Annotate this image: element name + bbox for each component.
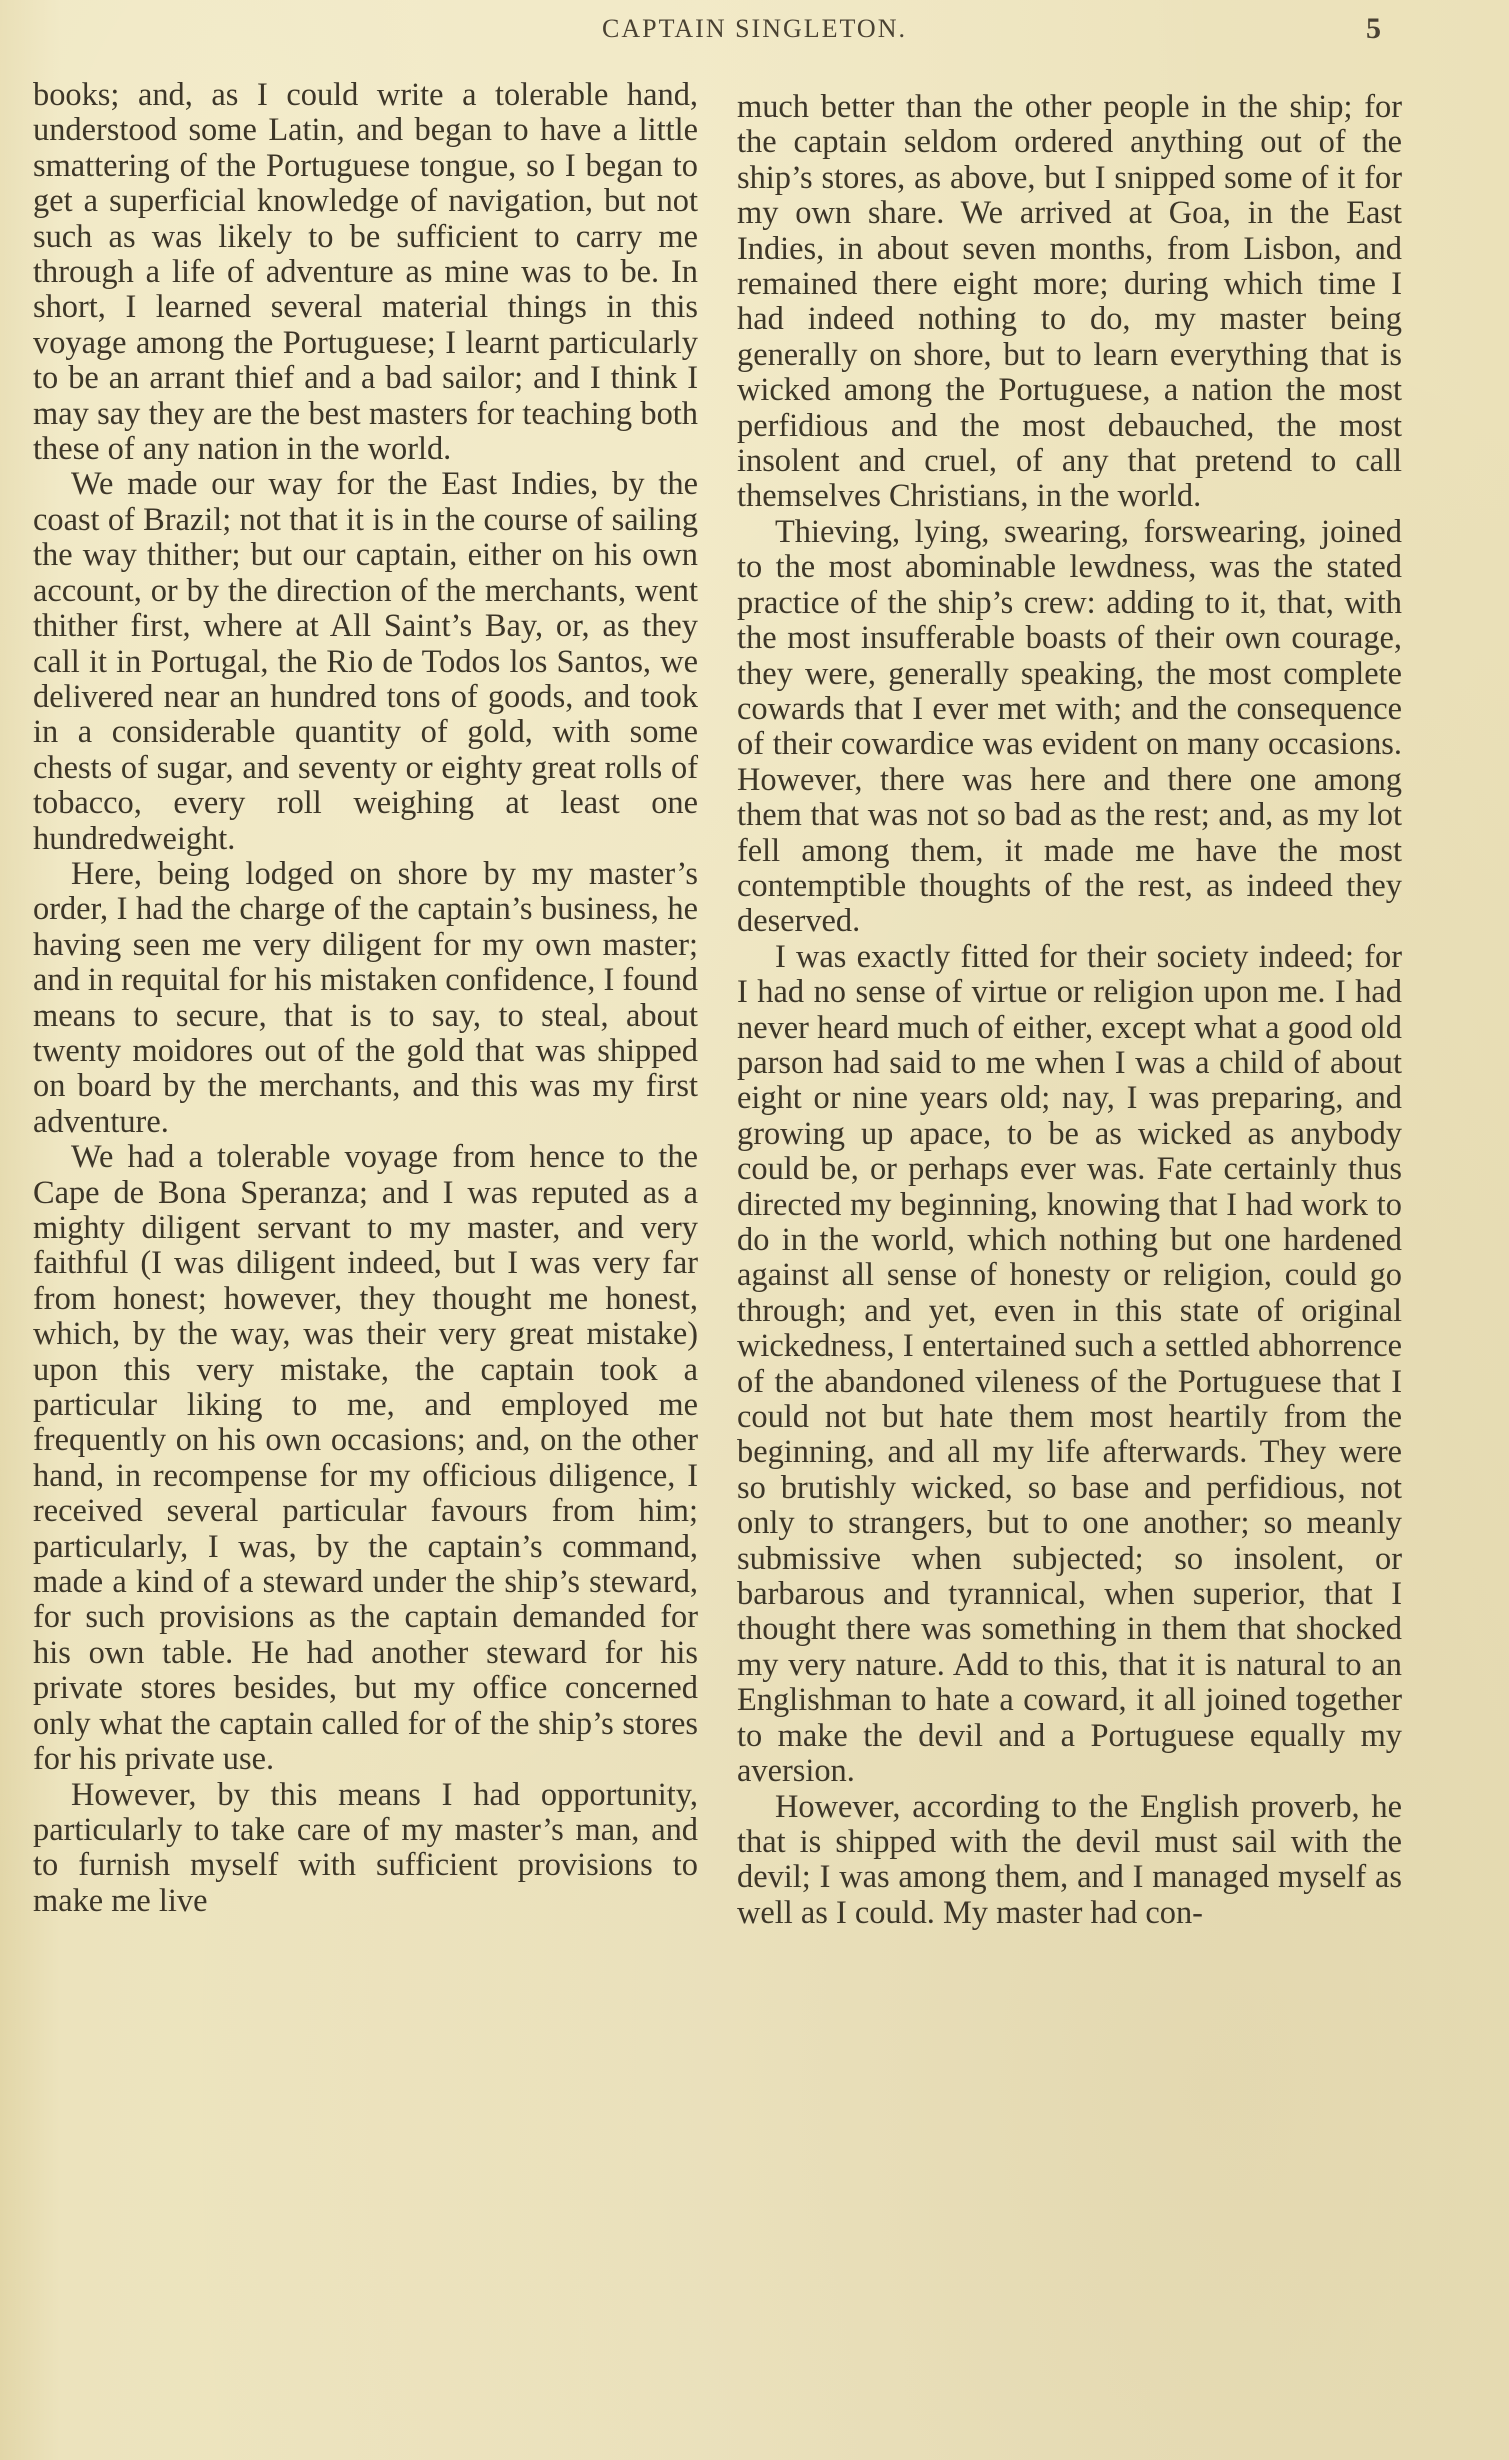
running-title: CAPTAIN SINGLETON.	[602, 14, 907, 43]
paragraph: I was exactly fitted for their society indeed; for I had no sense of virtue or religion upon me. I had never heard much of either, except what a good old parson had said to me when I was a child of about eight or nine years old; nay, I was preparing, and growing up apace, to be as wicked as anybody could be, or perhaps ever was. Fate certainly thus directed my beginning, knowing that I had work to do in the world, which nothing but one hardened against all sense of honesty or religion, could go through; and yet, even in this state of original wickedness, I entertained such a settled abhorrence of the abandoned vileness of the Portuguese that I could not but hate them most heartily from the beginning, and all my life afterwards. They were so brutishly wicked, so base and perfidious, not only to strangers, but to one another; so meanly submissive when subjected; so insolent, or barbarous and tyrannical, when superior, that I thought there was something in them that shocked my very nature. Add to this, that it is natural to an Englishman to hate a coward, it all joined together to make the devil and a Portuguese equally my aversion.	[737, 938, 1402, 1790]
paragraph: However, according to the English proverb, he that is shipped with the devil must sail with the devil; I was among them, and I managed myself as well as I could. My master had con-	[737, 1788, 1402, 1931]
paragraph: much better than the other people in the ship; for the captain seldom ordered anything out of the ship’s stores, as above, but I snipped some of it for my own share. We arrived at Goa, in the East Indies, in about seven months, from Lisbon, and remained there eight more; during which time I had indeed nothing to do, my master being generally on shore, but to learn everything that is wicked among the Portuguese, a nation the most perfidious and the most debauched, the most insolent and cruel, of any that pretend to call themselves Christians, in the world.	[737, 89, 1402, 515]
page-header	[0, 14, 1509, 54]
paragraph: Here, being lodged on shore by my master’s order, I had the charge of the captain’s business, he having seen me very diligent for my own master; and in requital for his mistaken confidence, I found means to secure, that is to say, to steal, about twenty moidores out of the gold that was shipped on board by the merchants, and this was my first adventure.	[33, 855, 698, 1140]
right-column	[737, 90, 1402, 1931]
paragraph: However, by this means I had opportunity, particularly to take care of my master’s man, and to furnish myself with sufficient provisions to make me live	[33, 1776, 698, 1919]
paragraph: books; and, as I could write a tolerable hand, understood some Latin, and began to have a little smattering of the Portuguese tongue, so I began to get a superficial knowledge of navigation, but not such as was likely to be sufficient to carry me through a life of adventure as mine was to be. In short, I learned several material things in this voyage among the Portuguese; I learnt particularly to be an arrant thief and a bad sailor; and I think I may say they are the best masters for teaching both these of any nation in the world.	[33, 77, 698, 468]
paragraph: Thieving, lying, swearing, forswearing, joined to the most abominable lewdness, was the stated practice of the ship’s crew: adding to it, that, with the most insufferable boasts of their own courage, they were, generally speaking, the most complete cowards that I ever met with; and the consequence of their cowardice was evident on many occasions. However, there was here and there one among them that was not so bad as the rest; and, as my lot fell among them, it made me have the most contemptible thoughts of the rest, as indeed they deserved.	[737, 513, 1402, 940]
paragraph: We had a tolerable voyage from hence to the Cape de Bona Speranza; and I was reputed as a mighty diligent servant to my master, and very faithful (I was diligent indeed, but I was very far from honest; however, they thought me honest, which, by the way, was their very great mistake) upon this very mistake, the captain took a particular liking to me, and employed me frequently on his own occasions; and, on the other hand, in recompense for my officious diligence, I received several particular favours from him; particularly, I was, by the captain’s command, made a kind of a steward under the ship’s steward, for such provisions as the captain demanded for his own table. He had another steward for his private stores besides, but my office concerned only what the captain called for of the ship’s stores for his private use.	[33, 1139, 698, 1778]
left-column	[33, 78, 698, 1919]
paragraph: We made our way for the East Indies, by the coast of Brazil; not that it is in the course of sailing the way thither; but our captain, either on his own account, or by the direction of the merchants, went thither first, where at All Saint’s Bay, or, as they call it in Portugal, the Rio de Todos los Santos, we delivered near an hundred tons of goods, and took in a considerable quantity of gold, with some chests of sugar, and seventy or eighty great rolls of tobacco, every roll weighing at least one hundredweight.	[33, 466, 698, 857]
page-number: 5	[1366, 12, 1381, 45]
